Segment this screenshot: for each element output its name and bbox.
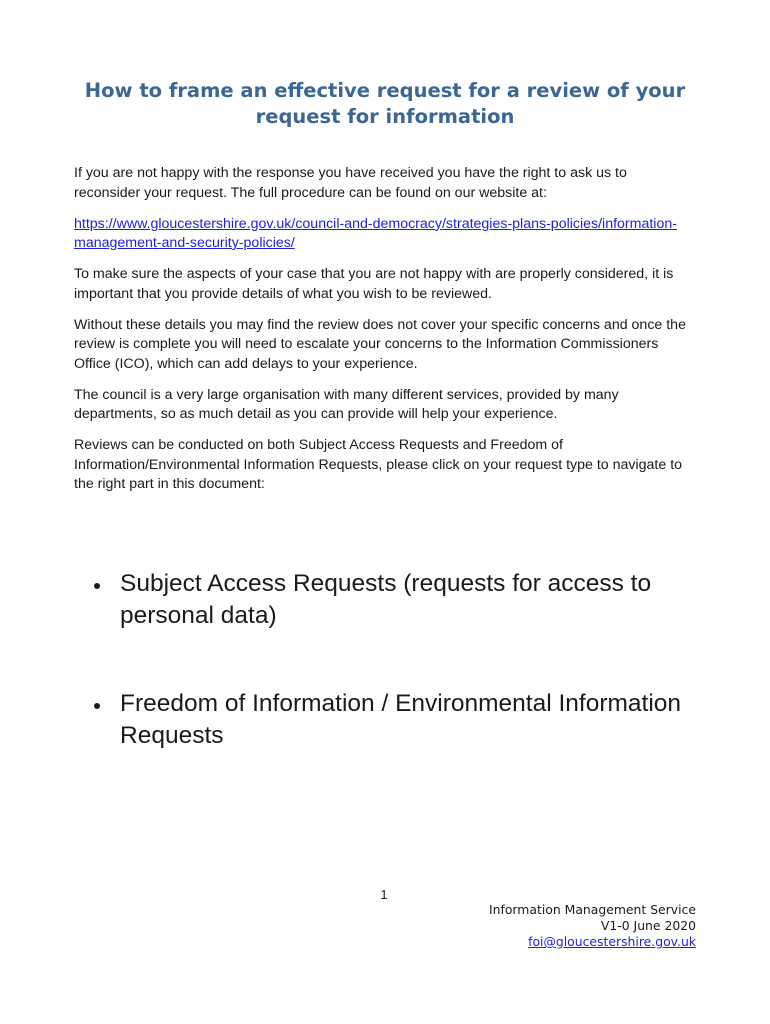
paragraph-escalation: Without these details you may find the review does not cover your specific concerns and once the review is complete you will need to escalate your concerns to the Information Commissioners Office (ICO), which can add delays to your experience. [74,316,686,372]
body-text [74,164,694,506]
request-type-sar-label: Subject Access Requests (requests for access to personal data) [120,570,652,629]
procedure-link[interactable]: https://www.gloucestershire.gov.uk/council-and-democracy/strategies-plans-policies/information-management-and-security-policies/ [74,215,677,251]
request-type-sar[interactable] [90,568,710,632]
bullet-icon [94,703,100,709]
paragraph-council: The council is a very large organisation with many different services, provided by many departments, so as much detail as you can provide will help your experience. [74,386,619,422]
procedure-link-paragraph [74,215,694,254]
request-type-foi-label: Freedom of Information / Environmental Information Requests [120,690,682,749]
footer [489,902,696,950]
footer-email-link[interactable]: foi@gloucestershire.gov.uk [528,934,696,949]
footer-version: V1-0 June 2020 [600,918,696,933]
bullet-icon [94,583,100,589]
request-type-foi[interactable] [90,688,710,752]
paragraph-details: To make sure the aspects of your case that you are not happy with are properly considered, it is important that you provide details of what you wish to be reviewed. [74,266,674,302]
paragraph-intro: If you are not happy with the response you have received you have the right to ask us to reconsider your request. The full procedure can be found on our website at: [74,165,627,201]
footer-department: Information Management Service [488,902,696,917]
paragraph-request-types: Reviews can be conducted on both Subject Access Requests and Freedom of Information/Environmental Information Requests, please click on your request type to navigate to the right part in this document: [74,437,683,492]
document-title: How to frame an effective request for a review of your request for information [84,79,686,128]
request-type-list [90,568,710,752]
page-number: 1 [380,887,388,902]
